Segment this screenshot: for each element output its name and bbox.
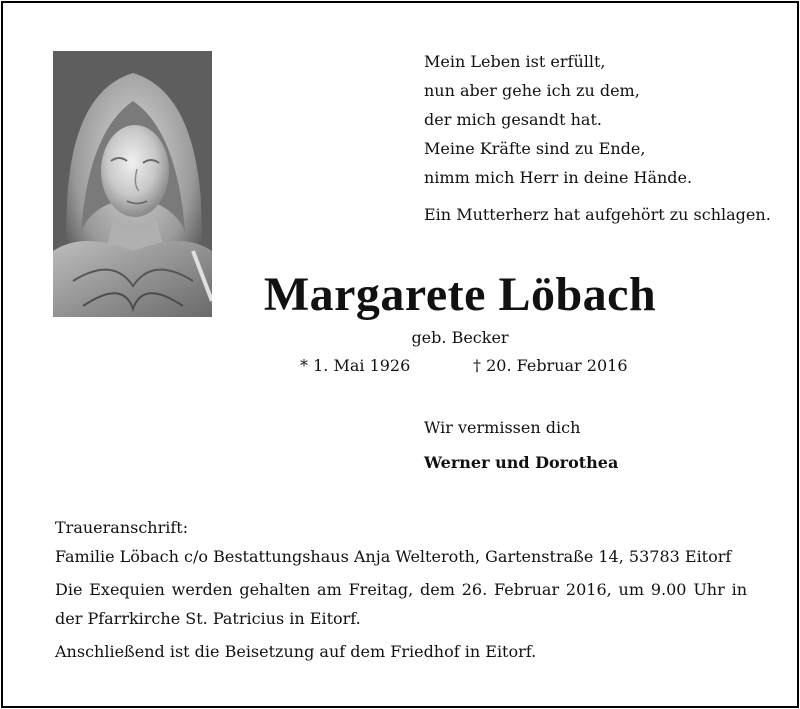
birth-date: * 1. Mai 1926 [300,356,411,375]
address-text: Familie Löbach c/o Bestattungshaus Anja Welteroth, Gartenstraße 14, 53783 Eitorf [55,547,732,566]
birth-name: geb. Becker [411,328,509,347]
poem [424,47,692,192]
mourner-message: Wir vermissen dich [424,418,581,437]
burial-text: Anschließend ist die Beisetzung auf dem Friedhof in Eitorf. [55,642,537,661]
poem-line: nimm mich Herr in deine Hände. [424,168,693,187]
poem-line: Mein Leben ist erfüllt, [424,52,606,71]
poem-line: der mich gesandt hat. [424,110,602,129]
funeral-info [55,513,747,666]
mourner-names: Werner und Dorothea [424,453,619,472]
deceased-name: Margarete Löbach [263,268,657,321]
poem-line: nun aber gehe ich zu dem, [424,81,640,100]
death-date: † 20. Februar 2016 [473,356,628,375]
exequies-text: Die Exequien werden gehalten am Freitag, dem 26. Februar 2016, um 9.00 Uhr in der Pfarrkirche St. Patricius in Eitorf. [55,580,747,628]
poem-line: Meine Kräfte sind zu Ende, [424,139,646,158]
address-label: Traueranschrift: [55,518,189,537]
poem-closing: Ein Mutterherz hat aufgehört zu schlagen. [424,205,771,224]
